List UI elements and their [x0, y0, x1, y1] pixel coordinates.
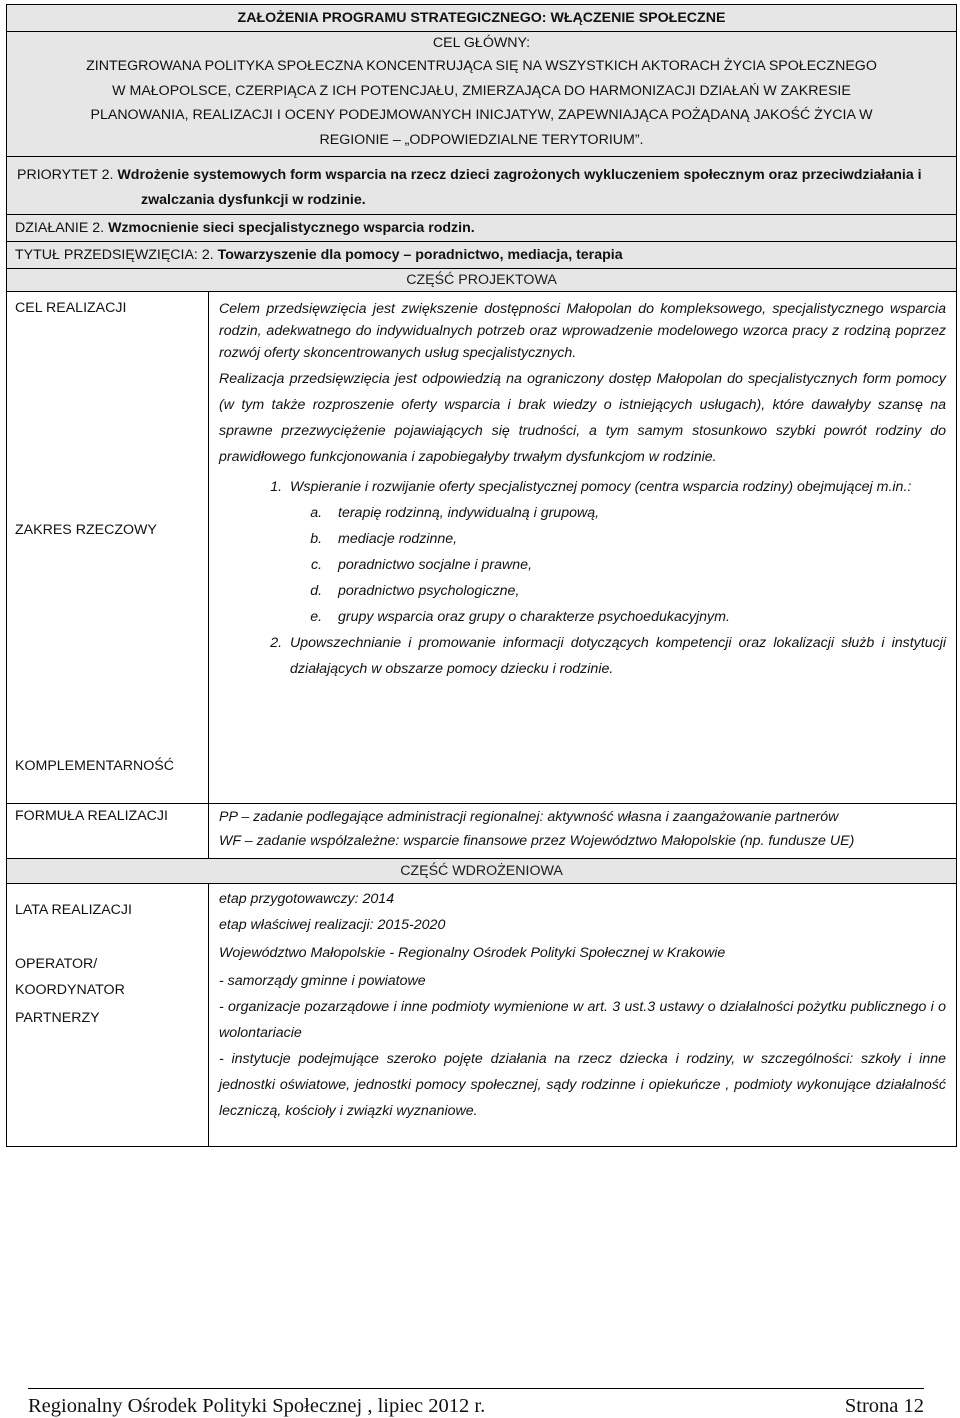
- footer-page-number: Strona 12: [844, 1395, 924, 1417]
- partner-item: - organizacje pozarządowe i inne podmioty wymienione w art. 3 ust.3 ustawy o działalności pożytku publicznego i o wolontariacie: [219, 999, 946, 1041]
- scope-sub-item: b. mediacje rodzinne,: [326, 526, 946, 552]
- formula-content: [209, 804, 957, 859]
- project-content: [209, 292, 957, 804]
- scope-item-1: [286, 474, 946, 630]
- implementation-labels: [7, 884, 209, 1147]
- formula-wf: WF – zadanie współzależne: wsparcie finansowe przez Województwo Małopolskie (np. fundusze UE): [219, 833, 855, 849]
- operator-text: Województwo Małopolskie - Regionalny Ośrodek Polityki Społecznej w Krakowie: [219, 945, 726, 961]
- partner-item: - instytucje podejmujące szeroko pojęte działania na rzecz dziecka i rodziny, w szczególności: szkoły i inne jednostki oświatowe, jednostki pomocy społecznej, sądy rodzinne i opiekuńcze , podmioty wykonujące działalność leczniczą, kościoły i związki wyznaniowe.: [219, 1051, 946, 1119]
- scope-list: [219, 474, 946, 682]
- main-goal-line-1: ZINTEGROWANA POLITYKA SPOŁECZNA KONCENTRUJĄCA SIĘ NA WSZYSTKICH AKTORACH ŻYCIA SPOŁECZNEGO: [86, 58, 877, 74]
- priority: [7, 157, 957, 215]
- scope-sub-item: a. terapię rodzinną, indywidualną i grupową,: [326, 500, 946, 526]
- footer-organization: Regionalny Ośrodek Polityki Społecznej , lipiec 2012 r.: [28, 1395, 486, 1417]
- partners-label: PARTNERZY: [15, 1010, 100, 1026]
- section-project-row: [7, 269, 957, 292]
- scope-item-1-text: Wspieranie i rozwijanie oferty specjalistycznej pomocy (centra wsparcia rodziny) obejmującej m.in.:: [290, 479, 912, 495]
- page-footer: [28, 1388, 924, 1418]
- years-label: LATA REALIZACJI: [15, 902, 132, 918]
- main-goal-line-3: PLANOWANIA, REALIZACJI I OCENY PODEJMOWANYCH INICJATYW, ZAPEWNIAJĄCA POŻĄDANĄ JAKOŚĆ ŻYCIA W: [90, 107, 873, 123]
- priority-row: [7, 157, 957, 215]
- implementation-content: [209, 884, 957, 1147]
- goal-paragraph-2: Realizacja przedsięwzięcia jest odpowiedzią na ograniczony dostęp Małopolan do specjalistycznych form pomocy (w tym także rozproszenie oferty wsparcia i brak wiedzy o istniejących usługach), które dawałyby szansę na sprawne przezwyciężenie pojawiających się trudności, a tym samym stosunkowo szybki powrót rodziny do prawidłowego funkcjonowania i zapobiegałyby trwałym dysfunkcjom w rodzinie.: [219, 371, 946, 465]
- goal-label: CEL REALIZACJI: [15, 300, 127, 316]
- scope-label: ZAKRES RZECZOWY: [15, 522, 157, 538]
- section-implementation-title: CZĘŚĆ WDROŻENIOWA: [7, 859, 957, 884]
- action-text: Wzmocnienie sieci specjalistycznego wsparcia rodzin.: [108, 220, 475, 236]
- formula-label: FORMUŁA REALIZACJI: [7, 804, 209, 859]
- years-main: etap właściwej realizacji: 2015-2020: [219, 917, 446, 933]
- operator-label-line-2: KOORDYNATOR: [15, 982, 125, 998]
- complementarity-label: KOMPLEMENTARNOŚĆ: [15, 758, 174, 774]
- project-title-row: [7, 242, 957, 269]
- project-title: [7, 242, 957, 269]
- years-prep: etap przygotowawczy: 2014: [219, 891, 395, 907]
- project-part-row: [7, 292, 957, 804]
- main-goal-row: [7, 32, 957, 157]
- project-title-text: Towarzyszenie dla pomocy – poradnictwo, mediacja, terapia: [217, 247, 623, 263]
- priority-text: Wdrożenie systemowych form wsparcia na rzecz dzieci zagrożonych wykluczeniem społecznym oraz przeciwdziałania i zwalczania dysfunkcji w rodzinie.: [117, 167, 922, 208]
- project-labels: [7, 292, 209, 804]
- scope-sub-item: d. poradnictwo psychologiczne,: [326, 578, 946, 604]
- main-goal-label: CEL GŁÓWNY:: [432, 35, 531, 51]
- header-title-row: [7, 5, 957, 32]
- implementation-row: [7, 884, 957, 1147]
- partner-item: - samorządy gminne i powiatowe: [219, 973, 426, 989]
- priority-label: PRIORYTET 2.: [17, 167, 114, 183]
- main-goal: [7, 32, 957, 157]
- program-table: [6, 4, 957, 1147]
- project-title-label: TYTUŁ PRZEDSIĘWZIĘCIA: 2.: [15, 247, 214, 263]
- action: [7, 215, 957, 242]
- main-goal-line-2: W MAŁOPOLSCE, CZERPIĄCA Z ICH POTENCJAŁU, ZMIERZAJĄCA DO HARMONIZACJI DZIAŁAŃ W ZAKRESIE: [112, 82, 851, 99]
- operator-label-line-1: OPERATOR/: [15, 956, 98, 972]
- scope-sub-item: c. poradnictwo socjalne i prawne,: [326, 552, 946, 578]
- scope-sub-item: e. grupy wsparcia oraz grupy o charakterze psychoedukacyjnym.: [326, 604, 946, 630]
- formula-row: [7, 804, 957, 859]
- scope-sub-list: [290, 500, 946, 630]
- goal-paragraph-1: Celem przedsięwzięcia jest zwiększenie dostępności Małopolan do kompleksowego, specjalistycznego wsparcia rodzin, adekwatnego do indywidualnych potrzeb oraz wprowadzenie modelowego wzorca pracy z rodziną poprzez rozwój oferty skoncentrowanych usług specjalistycznych.: [219, 301, 946, 361]
- section-project-title: CZĘŚĆ PROJEKTOWA: [7, 269, 957, 292]
- program-title: ZAŁOŻENIA PROGRAMU STRATEGICZNEGO: WŁĄCZENIE SPOŁECZNE: [7, 5, 957, 32]
- action-row: [7, 215, 957, 242]
- main-goal-line-4: REGIONIE – „ODPOWIEDZIALNE TERYTORIUM”.: [319, 131, 644, 148]
- formula-pp: PP – zadanie podlegające administracji regionalnej: aktywność własna i zaangażowanie partnerów: [219, 809, 839, 825]
- section-implementation-row: [7, 859, 957, 884]
- scope-item-2: 2. Upowszechnianie i promowanie informacji dotyczących kompetencji oraz lokalizacji służb i instytucji działających w obszarze pomocy dziecku i rodzinie.: [286, 630, 946, 682]
- action-label: DZIAŁANIE 2.: [15, 220, 105, 236]
